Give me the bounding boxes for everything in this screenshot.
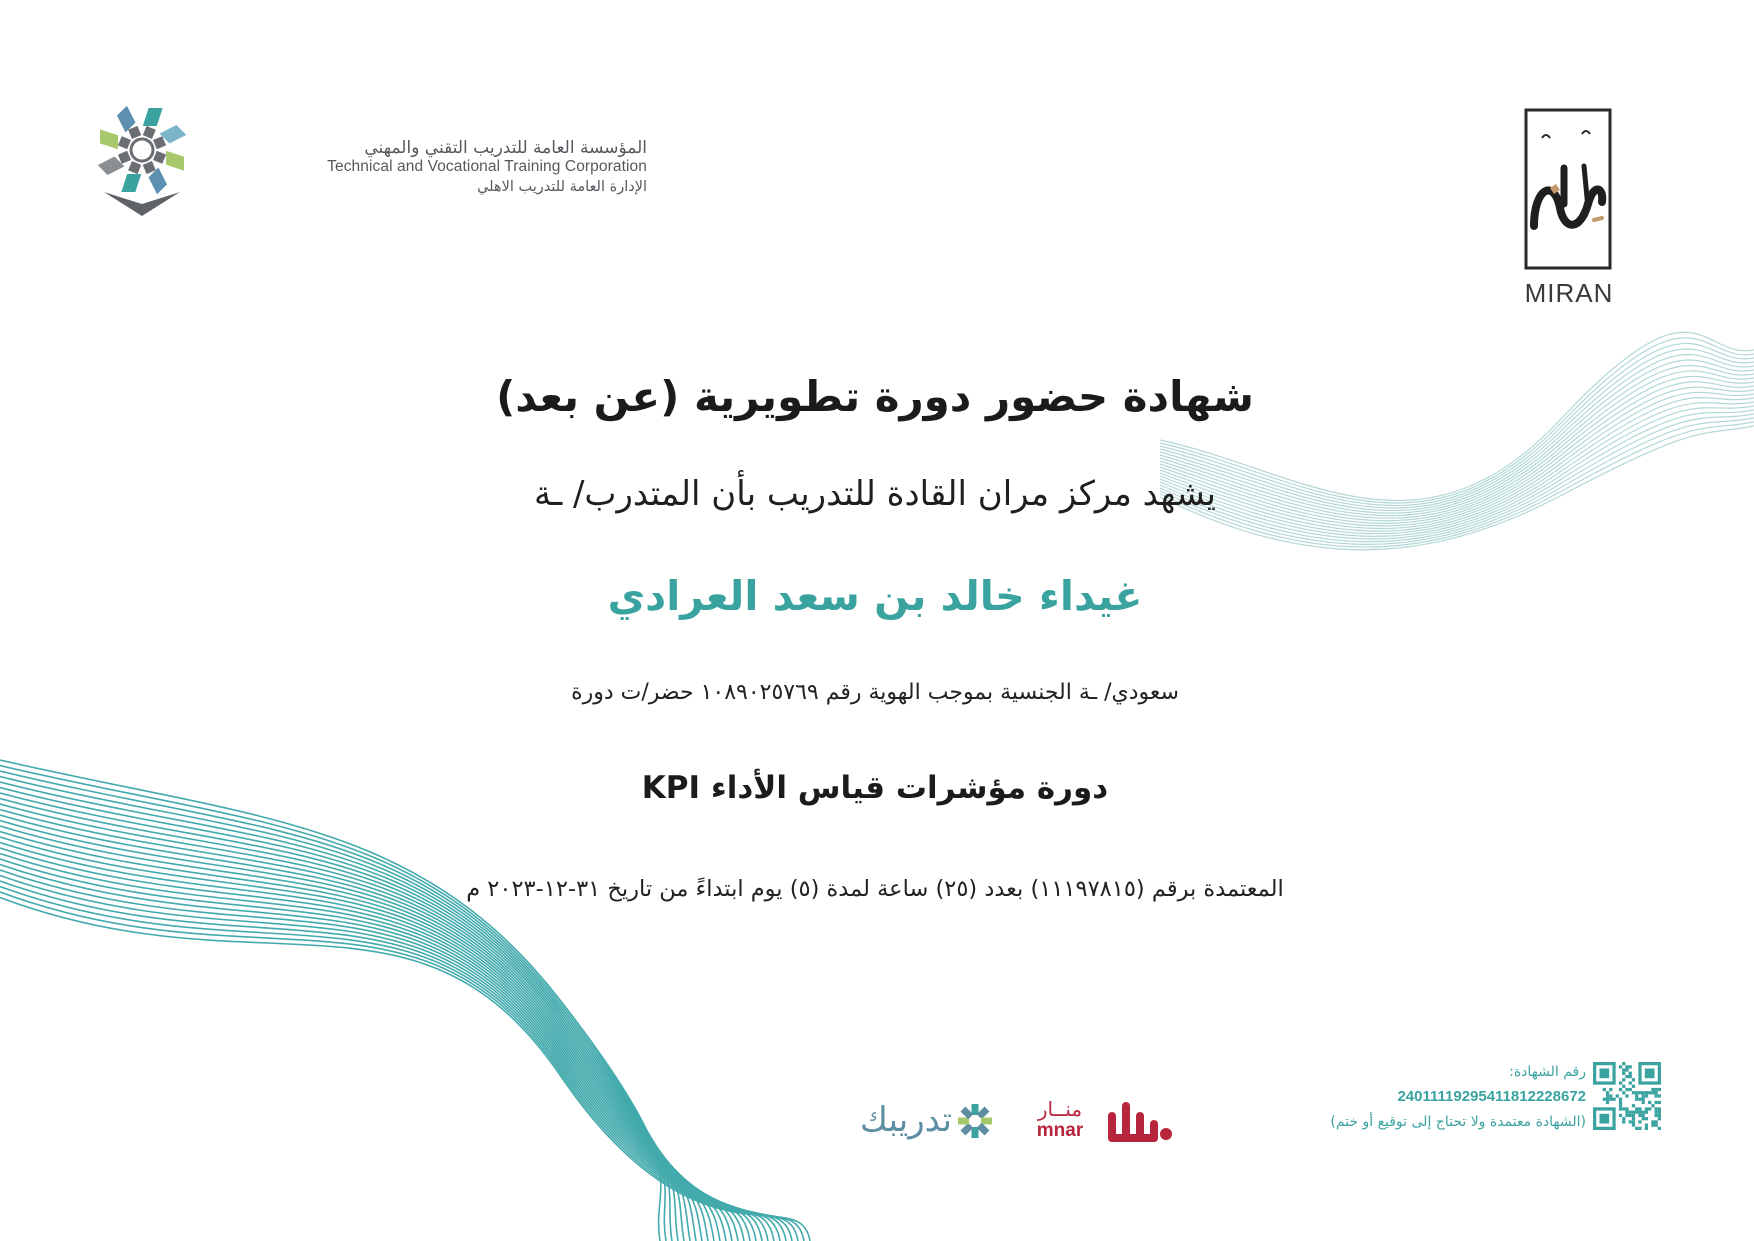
mnar-mark-icon <box>1104 1098 1174 1144</box>
course-name: دورة مؤشرات قياس الأداء KPI <box>641 770 1109 806</box>
attestation-line: يشهد مركز مران القادة للتدريب بأن المتدرب/ ـة <box>533 474 1216 514</box>
miran-wordmark: MIRAN <box>1524 278 1614 308</box>
certificate-note: (الشهادة معتمدة ولا تحتاج إلى توقيع أو ختم) <box>1330 1114 1586 1130</box>
tadreebk-wordmark: تدريبك <box>859 1100 952 1140</box>
qr-code-icon[interactable] <box>1593 1062 1661 1130</box>
nationality-id-line: سعودي/ ـة الجنسية بموجب الهوية رقم ١٠٨٩٠٢٥٧٦٩ حضر/ت دورة <box>571 680 1179 705</box>
tvtc-name-arabic: المؤسسة العامة للتدريب التقني والمهني <box>364 138 647 158</box>
certificate-number-block <box>1150 1062 1586 1132</box>
miran-calligraphy-icon <box>1524 108 1612 273</box>
certificate-number: 24011119295411812228672 <box>1397 1088 1586 1105</box>
mnar-english-label: mnar <box>1036 1120 1084 1141</box>
trainee-name: غيداء خالد بن سعد العرادي <box>607 572 1143 620</box>
tvtc-department: الإدارة العامة للتدريب الاهلي <box>477 179 647 195</box>
tvtc-emblem-icon <box>96 100 188 216</box>
mnar-logo <box>1024 1098 1174 1148</box>
approval-details-line: المعتمدة برقم (١١١٩٧٨١٥) بعدد (٢٥) ساعة لمدة (٥) يوم ابتداءً من تاريخ ٣١-١٢-٢٠٢٣ م <box>466 876 1284 902</box>
certificate-title: شهادة حضور دورة تطويرية (عن بعد) <box>496 372 1254 421</box>
tadreebk-star-icon <box>956 1102 994 1140</box>
certificate-number-label: رقم الشهادة: <box>1509 1064 1586 1080</box>
tvtc-logo <box>96 100 647 220</box>
mnar-arabic-label: منــار <box>1037 1097 1083 1121</box>
tvtc-name-english: Technical and Vocational Training Corporation <box>327 158 647 175</box>
miran-logo <box>1504 108 1634 308</box>
tadreebk-logo <box>826 1100 996 1144</box>
